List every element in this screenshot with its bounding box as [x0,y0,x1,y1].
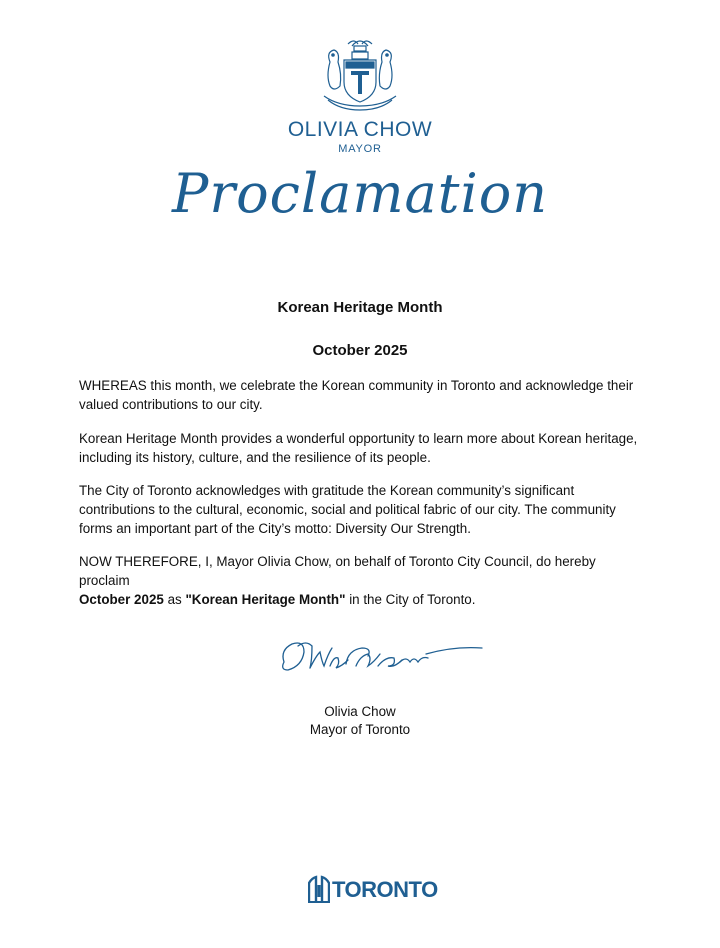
proclaim-name: "Korean Heritage Month" [185,592,346,607]
proclaim-date: October 2025 [79,592,164,607]
toronto-coat-of-arms-logo [318,34,402,112]
proclamation-title: Korean Heritage Month [277,299,443,316]
proclamation-date: October 2025 [312,342,408,359]
proclaim-tail: in the City of Toronto. [345,592,476,607]
document-type-heading: Proclamation [171,162,549,225]
acknowledgement-paragraph: The City of Toronto acknowledges with gratitude the Korean community’s significant contributions to the cultural, economic, social and political fabric of our city. The community forms an important part of the City’s motto: Diversity Our Strength. [79,483,616,536]
proclaim-paragraph [79,552,649,609]
signatory-title: Mayor of Toronto [309,722,411,737]
mayor-title: MAYOR [338,143,382,155]
whereas-paragraph: WHEREAS this month, we celebrate the Korean community in Toronto and acknowledge their valued contributions to our city. [79,378,634,412]
city-hall-icon [308,875,330,903]
opportunity-paragraph: Korean Heritage Month provides a wonderful opportunity to learn more about Korean heritage, including its history, culture, and the resilience of its people. [79,431,638,465]
mayor-signature [276,632,486,678]
proclaim-as: as [163,592,186,607]
city-of-toronto-logo [308,873,438,905]
signatory-name: Olivia Chow [324,704,396,719]
mayor-name: OLIVIA CHOW [287,118,433,141]
toronto-wordmark: TORONTO [332,877,438,902]
proclaim-lead: NOW THEREFORE, I, Mayor Olivia Chow, on behalf of Toronto City Council, do hereby proclaim [79,554,596,588]
